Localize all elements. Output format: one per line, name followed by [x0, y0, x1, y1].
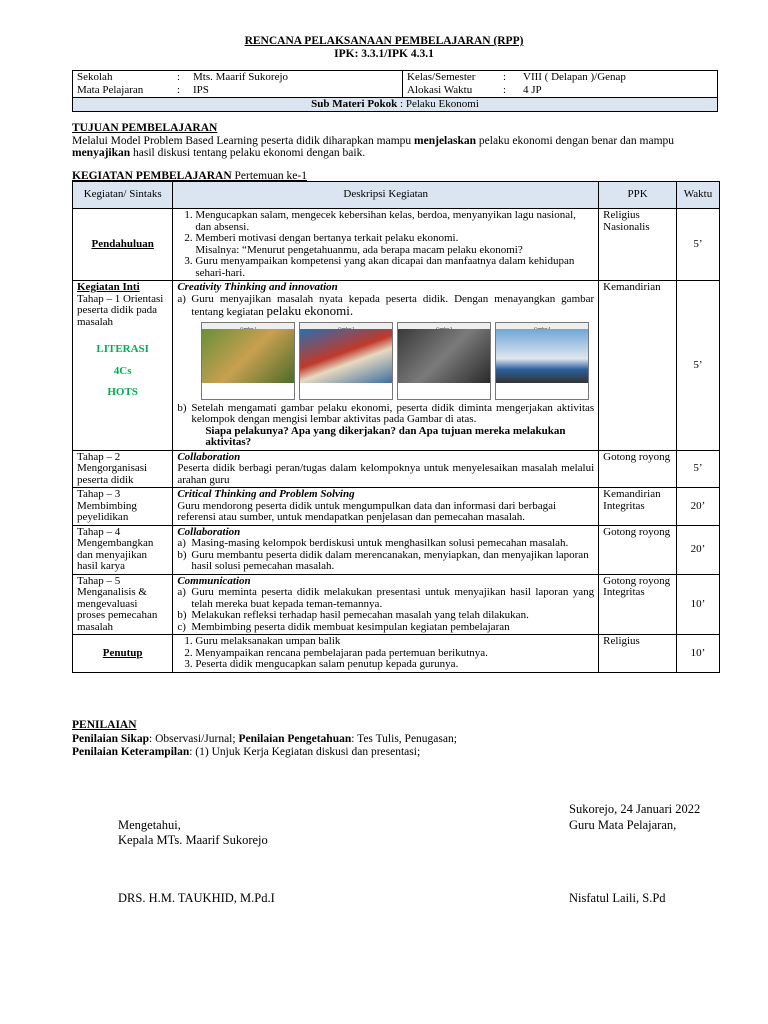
pendahuluan-label: Pendahuluan [73, 209, 173, 281]
info-table: Sekolah : Mts. Maarif Sukorejo Kelas/Semester : VIII ( Delapan )/Genap Mata Pelajaran : IPS Alokasi Waktu : 4 JP Sub Materi Pokok : Pelaku Ekonomi [72, 70, 718, 112]
kegiatan-title: KEGIATAN PEMBELAJARAN Pertemuan ke-1 [72, 170, 307, 182]
sub-materi-value: : Pelaku Ekonomi [400, 98, 479, 110]
4cs-label: 4Cs [113, 364, 132, 377]
sekolah-label: Sekolah [73, 71, 174, 85]
tahap4-waktu: 20’ [676, 525, 719, 574]
gambar-3 [397, 322, 491, 400]
row-pendahuluan [73, 209, 720, 281]
document-title: RENCANA PELAKSANAAN PEMBELAJARAN (RPP) [244, 35, 524, 47]
gambar-4 [495, 322, 589, 400]
sub-materi-label: Sub Materi Pokok [311, 98, 398, 110]
sub-materi-row [73, 98, 718, 112]
row-tahap4 [73, 525, 720, 574]
inti-label: Kegiatan Inti [77, 281, 140, 293]
header-ppk: PPK [599, 182, 677, 209]
kepala-name: DRS. H.M. TAUKHID, M.Pd.I [118, 891, 275, 905]
tujuan-title: TUJUAN PEMBELAJARAN [72, 122, 218, 134]
inti-question: Siapa pelakunya? Apa yang dikerjakan? dan Apa tujuan mereka melakukan aktivitas? [205, 424, 566, 448]
penutup-waktu: 10’ [676, 635, 719, 673]
alokasi-value: 4 JP [519, 84, 718, 98]
tahap3-desc: Critical Thinking and Problem Solving Guru mendorong peserta didik untuk mengumpulkan data dan informasi dari berbagai referensi atau sumber, untuk mendapatkan penjelasan dan pemecahan masalah. [173, 488, 599, 526]
hots-label: HOTS [107, 386, 138, 398]
penutup-ppk: Religius [599, 635, 677, 673]
header-kegiatan: Kegiatan/ Sintaks [73, 182, 173, 209]
inti-tahap: Tahap – 1 Orientasi peserta didik pada masalah [77, 292, 164, 328]
tahap2-label: Tahap – 2 Mengorganisasi peserta didik [73, 450, 173, 488]
tahap5-desc: Communication a) Guru meminta peserta didik melakukan presentasi untuk menyajikan hasil laporan yang telah mereka buat kepada teman-temannya. b) Melakukan refleksi terhadap hasil pemecahan masalah yang telah dilakukan. c) Membimbing peserta didik membuat kesimpulan kegiatan pembelajaran [173, 574, 599, 635]
tahap2-waktu: 5’ [676, 450, 719, 488]
kegiatan-table [72, 181, 720, 673]
alokasi-label: Alokasi Waktu [407, 84, 473, 96]
header-deskripsi: Deskripsi Kegiatan [173, 182, 599, 209]
ipk-line: IPK: 3.3.1/IPK 4.3.1 [334, 48, 434, 60]
tahap5-label: Tahap – 5 Menganalisis & mengevaluasi proses pemecahan masalah [73, 574, 173, 635]
guru-name: Nisfatul Laili, S.Pd [569, 891, 666, 905]
inti-waktu: 5’ [676, 281, 719, 451]
penutup-desc: 1. Guru melaksanakan umpan balik 2. Menyampaikan rencana pembelajaran pada pertemuan berikutnya. 3. Peserta didik mengucapkan salam penutup kepada gurunya. [173, 635, 599, 673]
gambar-row [201, 322, 594, 400]
tahap3-waktu: 20’ [676, 488, 719, 526]
inti-desc: Creativity Thinking and innovation a) Guru menyajikan masalah nyata kepada peserta didik. Dengan menayangkan gambar tentang kegiatan pelaku ekonomi. b) Setelah mengamati gambar pelaku ekonomi, peserta didik diminta mengerjakan aktivitas kelompok dengan mengisi lembar aktivitas pada Gambar di atas. Siapa pelakunya? Apa yang dikerjakan? dan Apa tujuan mereka melakukan aktivitas? [173, 281, 599, 451]
tahap2-ppk: Gotong royong [599, 450, 677, 488]
penilaian-keterampilan: Penilaian Keterampilan: (1) Unjuk Kerja Kegiatan diskusi dan presentasi; [72, 746, 421, 758]
tahap5-ppk: Gotong royong Integritas [599, 574, 677, 635]
pendahuluan-desc: 1. Mengucapkan salam, mengecek kebersihan kelas, berdoa, menyanyikan lagu nasional, dan absensi. 2. Memberi motivasi dengan bertanya terkait pelaku ekonomi. Misalnya: “Menurut pengetahuanmu, ada berapa macam pelaku ekonomi? 3. Guru menyampaikan kompetensi yang akan dicapai dan manfaatnya dalam kehidupan sehari-hari. [173, 209, 599, 281]
mapel-value: IPS [189, 84, 403, 98]
header-waktu: Waktu [676, 182, 719, 209]
penilaian-sikap-pengetahuan: Penilaian Sikap: Observasi/Jurnal; Penilaian Pengetahuan: Tes Tulis, Penugasan; [72, 733, 457, 745]
mapel-label: Mata Pelajaran [73, 84, 174, 98]
tujuan-text: Melalui Model Problem Based Learning peserta didik diharapkan mampu menjelaskan pelaku ekonomi dengan benar dan mampu menyajikan hasil diskusi tentang pelaku ekonomi dengan baik. [72, 135, 675, 159]
pendahuluan-ppk: Religius Nasionalis [599, 209, 677, 281]
row-penutup [73, 635, 720, 673]
inti-ppk: Kemandirian [599, 281, 677, 451]
tahap4-ppk: Gotong royong [599, 525, 677, 574]
mengetahui: Mengetahui, [118, 818, 181, 832]
pendahuluan-waktu: 5’ [676, 209, 719, 281]
guru-title: Guru Mata Pelajaran, [569, 818, 677, 832]
row-tahap2 [73, 450, 720, 488]
kelas-value: VIII ( Delapan )/Genap [519, 71, 718, 85]
tahap4-desc: Collaboration a) Masing-masing kelompok berdiskusi untuk menghasilkan solusi pemecahan masalah. b) Guru membantu peserta didik dalam merencanakan, menyiapkan, dan menyajikan laporan hasil solusi pemecahan masalah. [173, 525, 599, 574]
penutup-label: Penutup [73, 635, 173, 673]
row-inti-tahap1 [73, 281, 720, 451]
tahap2-desc: Collaboration Peserta didik berbagi peran/tugas dalam kelompoknya untuk menyelesaikan masalah melalui arahan guru [173, 450, 599, 488]
row-tahap3 [73, 488, 720, 526]
kepala-title: Kepala MTs. Maarif Sukorejo [118, 833, 268, 847]
penilaian-title: PENILAIAN [72, 719, 137, 731]
literasi-label: LITERASI [96, 343, 149, 355]
tahap5-waktu: 10’ [676, 574, 719, 635]
place-date: Sukorejo, 24 Januari 2022 [569, 802, 701, 816]
gambar-2 [299, 322, 393, 400]
sekolah-value: Mts. Maarif Sukorejo [189, 71, 403, 85]
tahap3-ppk: Kemandirian Integritas [599, 488, 677, 526]
tahap4-label: Tahap – 4 Mengembangkan dan menyajikan hasil karya [73, 525, 173, 574]
row-tahap5 [73, 574, 720, 635]
kelas-label: Kelas/Semester [403, 71, 500, 85]
tahap3-label: Tahap – 3 Membimbing peyelidikan [73, 488, 173, 526]
gambar-1 [201, 322, 295, 400]
inti-label-cell [73, 281, 173, 451]
